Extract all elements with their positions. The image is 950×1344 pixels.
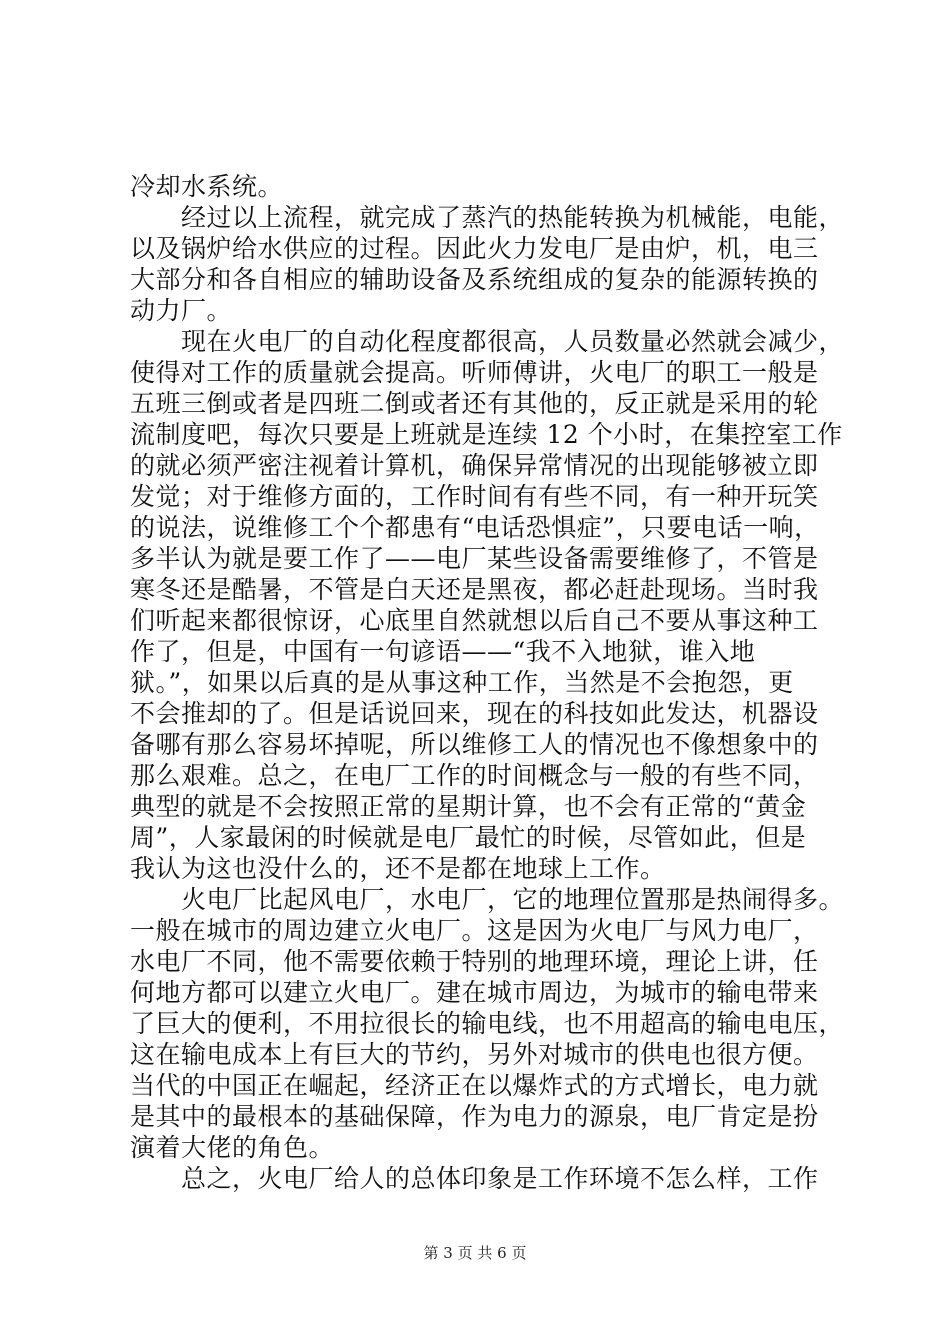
text-line: 大部分和各自相应的辅助设备及系统组成的复杂的能源转换的 — [130, 265, 819, 294]
text-line: 备哪有那么容易坏掉呢，所以维修工人的情况也不像想象中的 — [130, 730, 819, 759]
text-line: 们听起来都很惊讶，心底里自然就想以后自己不要从事这种工 — [130, 606, 819, 635]
text-line: 我认为这也没什么的，还不是都在地球上工作。 — [130, 854, 666, 883]
text-line: 周”，人家最闲的时候就是电厂最忙的时候，尽管如此，但是 — [130, 823, 807, 852]
text-line: 水电厂不同，他不需要依赖于特别的地理环境，理论上讲，任 — [130, 947, 819, 976]
text-line: 发觉；对于维修方面的，工作时间有有些不同，有一种开玩笑 — [130, 482, 819, 511]
text-line: 典型的就是不会按照正常的星期计算，也不会有正常的“黄金 — [130, 792, 807, 821]
text-line: 那么艰难。总之，在电厂工作的时间概念与一般的有些不同， — [130, 761, 819, 790]
text-line: 五班三倒或者是四班二倒或者还有其他的，反正就是采用的轮 — [130, 389, 819, 418]
text-line: 演着大佬的角色。 — [130, 1133, 335, 1162]
text-line: 是其中的最根本的基础保障，作为电力的源泉，电厂肯定是扮 — [130, 1102, 819, 1131]
text-line: 动力厂。 — [130, 296, 233, 325]
text-line: 以及锅炉给水供应的过程。因此火力发电厂是由炉，机，电三 — [130, 234, 819, 263]
text-line: 的就必须严密注视着计算机，确保异常情况的出现能够被立即 — [130, 451, 819, 480]
text-line: 火电厂比起风电厂，水电厂，它的地理位置那是热闹得多。 — [130, 885, 845, 914]
text-line: 作了，但是，中国有一句谚语——“我不入地狱，谁入地 — [130, 637, 756, 666]
text-line: 不会推却的了。但是话说回来，现在的科技如此发达，机器设 — [130, 699, 819, 728]
text-line: 的说法，说维修工个个都患有“电话恐惧症”，只要电话一响， — [130, 513, 820, 542]
page-footer: 第 3 页 共 6 页 — [423, 1244, 527, 1262]
text-line: 当代的中国正在崛起，经济正在以爆炸式的方式增长，电力就 — [130, 1071, 819, 1100]
text-line: 这在输电成本上有巨大的节约，另外对城市的供电也很方便。 — [130, 1040, 819, 1069]
text-line: 总之，火电厂给人的总体印象是工作环境不怎么样，工作 — [130, 1164, 819, 1193]
text-line: 使得对工作的质量就会提高。听师傅讲，火电厂的职工一般是 — [130, 358, 819, 387]
text-line: 何地方都可以建立火电厂。建在城市周边，为城市的输电带来 — [130, 978, 819, 1007]
text-line: 冷却水系统。 — [130, 172, 284, 201]
text-line: 寒冬还是酷暑，不管是白天还是黑夜，都必赶赴现场。当时我 — [130, 575, 819, 604]
text-line: 多半认为就是要工作了——电厂某些设备需要维修了，不管是 — [130, 544, 819, 573]
text-line: 了巨大的便利，不用拉很长的输电线，也不用超高的输电电压， — [130, 1009, 845, 1038]
text-line: 经过以上流程，就完成了蒸汽的热能转换为机械能，电能， — [130, 203, 845, 232]
text-line: 狱。”，如果以后真的是从事这种工作，当然是不会抱怨，更 — [130, 668, 794, 697]
text-line: 一般在城市的周边建立火电厂。这是因为火电厂与风力电厂， — [130, 916, 819, 945]
text-line: 流制度吧，每次只要是上班就是连续 12 个小时，在集控室工作 — [130, 420, 843, 449]
text-line: 现在火电厂的自动化程度都很高，人员数量必然就会减少， — [130, 327, 845, 356]
